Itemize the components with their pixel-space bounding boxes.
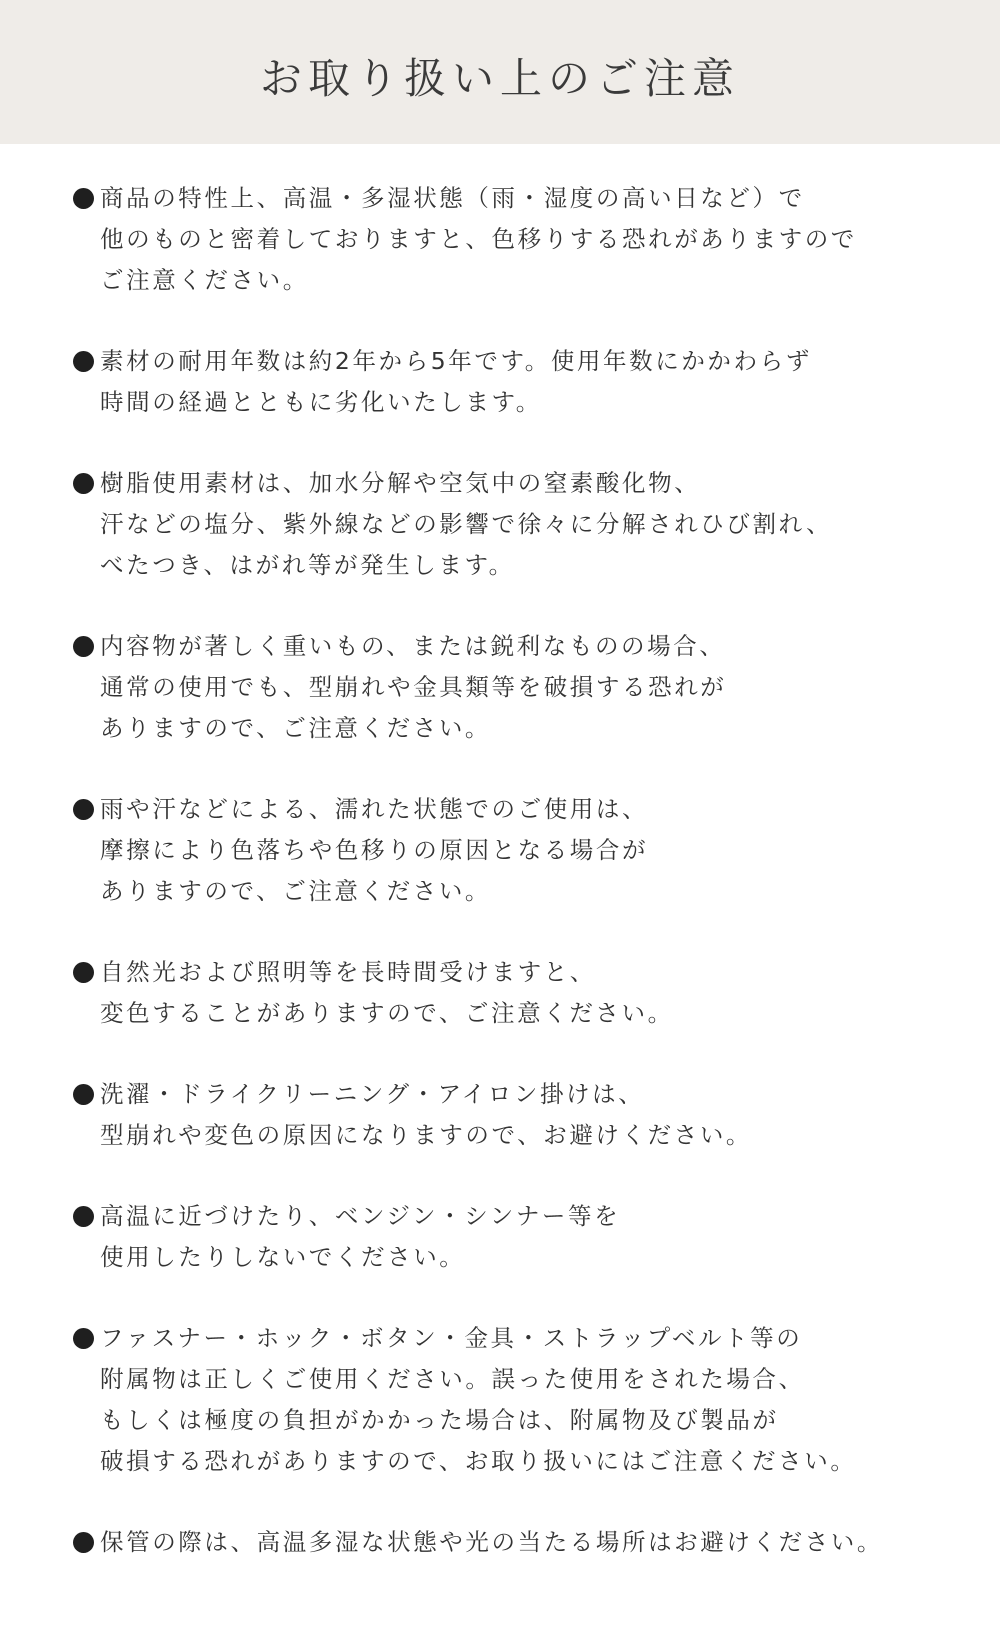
caution-text-line: 変色することがありますので、ご注意ください。 — [100, 999, 674, 1027]
bullet-icon — [73, 473, 94, 494]
caution-item — [0, 341, 1000, 423]
caution-text-line: 洗濯・ドライクリーニング・アイロン掛けは、 — [100, 1080, 645, 1108]
bullet-icon — [73, 1084, 94, 1105]
caution-text-line: 保管の際は、高温多湿な状態や光の当たる場所はお避けください。 — [100, 1528, 883, 1556]
caution-item — [0, 463, 1000, 586]
bullet-icon — [73, 188, 94, 209]
caution-text-line: 素材の耐用年数は約2年から5年です。使用年数にかかわらず — [100, 347, 812, 375]
caution-text-line: 高温に近づけたり、ベンジン・シンナー等を — [100, 1202, 621, 1230]
bullet-icon — [73, 1328, 94, 1349]
caution-text-line: 樹脂使用素材は、加水分解や空気中の窒素酸化物、 — [100, 469, 701, 497]
caution-text-line: 使用したりしないでください。 — [100, 1243, 466, 1271]
bullet-icon — [73, 636, 94, 657]
caution-text-line: ご注意ください。 — [100, 266, 309, 294]
caution-item — [0, 178, 1000, 301]
caution-text-line: 摩擦により色落ちや色移りの原因となる場合が — [100, 836, 649, 864]
caution-item — [0, 626, 1000, 749]
caution-item — [0, 1196, 1000, 1278]
caution-text-line: 自然光および照明等を長時間受けますと、 — [100, 958, 596, 986]
caution-text-line: 内容物が著しく重いもの、または鋭利なものの場合、 — [100, 632, 726, 660]
title-banner — [0, 0, 1000, 144]
caution-text-line: 汗などの塩分、紫外線などの影響で徐々に分解されひび割れ、 — [100, 510, 833, 538]
page-title: お取り扱い上のご注意 — [259, 54, 740, 103]
caution-item — [0, 952, 1000, 1034]
bullet-icon — [73, 1532, 94, 1553]
caution-text-line: ありますので、ご注意ください。 — [100, 877, 492, 905]
caution-text-line: 他のものと密着しておりますと、色移りする恐れがありますので — [100, 225, 857, 253]
caution-item — [0, 789, 1000, 912]
caution-text-line: 附属物は正しくご使用ください。誤った使用をされた場合、 — [100, 1365, 805, 1393]
caution-text-line: 雨や汗などによる、濡れた状態でのご使用は、 — [100, 795, 649, 823]
caution-text-line: ありますので、ご注意ください。 — [100, 714, 492, 742]
caution-item — [0, 1522, 1000, 1563]
caution-text-line: 商品の特性上、高温・多湿状態（雨・湿度の高い日など）で — [100, 184, 805, 212]
caution-text-line: 通常の使用でも、型崩れや金具類等を破損する恐れが — [100, 673, 727, 701]
caution-item — [0, 1318, 1000, 1482]
bullet-icon — [73, 799, 94, 820]
caution-text-line: べたつき、はがれ等が発生します。 — [100, 551, 515, 579]
caution-text-line: ファスナー・ホック・ボタン・金具・ストラップベルト等の — [100, 1324, 803, 1352]
caution-item — [0, 1074, 1000, 1156]
caution-list — [0, 144, 1000, 1563]
caution-text-line: 時間の経過とともに劣化いたします。 — [100, 388, 542, 416]
bullet-icon — [73, 1206, 94, 1227]
bullet-icon — [73, 351, 94, 372]
bullet-icon — [73, 962, 94, 983]
caution-text-line: もしくは極度の負担がかかった場合は、附属物及び製品が — [100, 1406, 779, 1434]
caution-text-line: 破損する恐れがありますので、お取り扱いにはご注意ください。 — [100, 1447, 857, 1475]
caution-text-line: 型崩れや変色の原因になりますので、お避けください。 — [100, 1121, 753, 1149]
